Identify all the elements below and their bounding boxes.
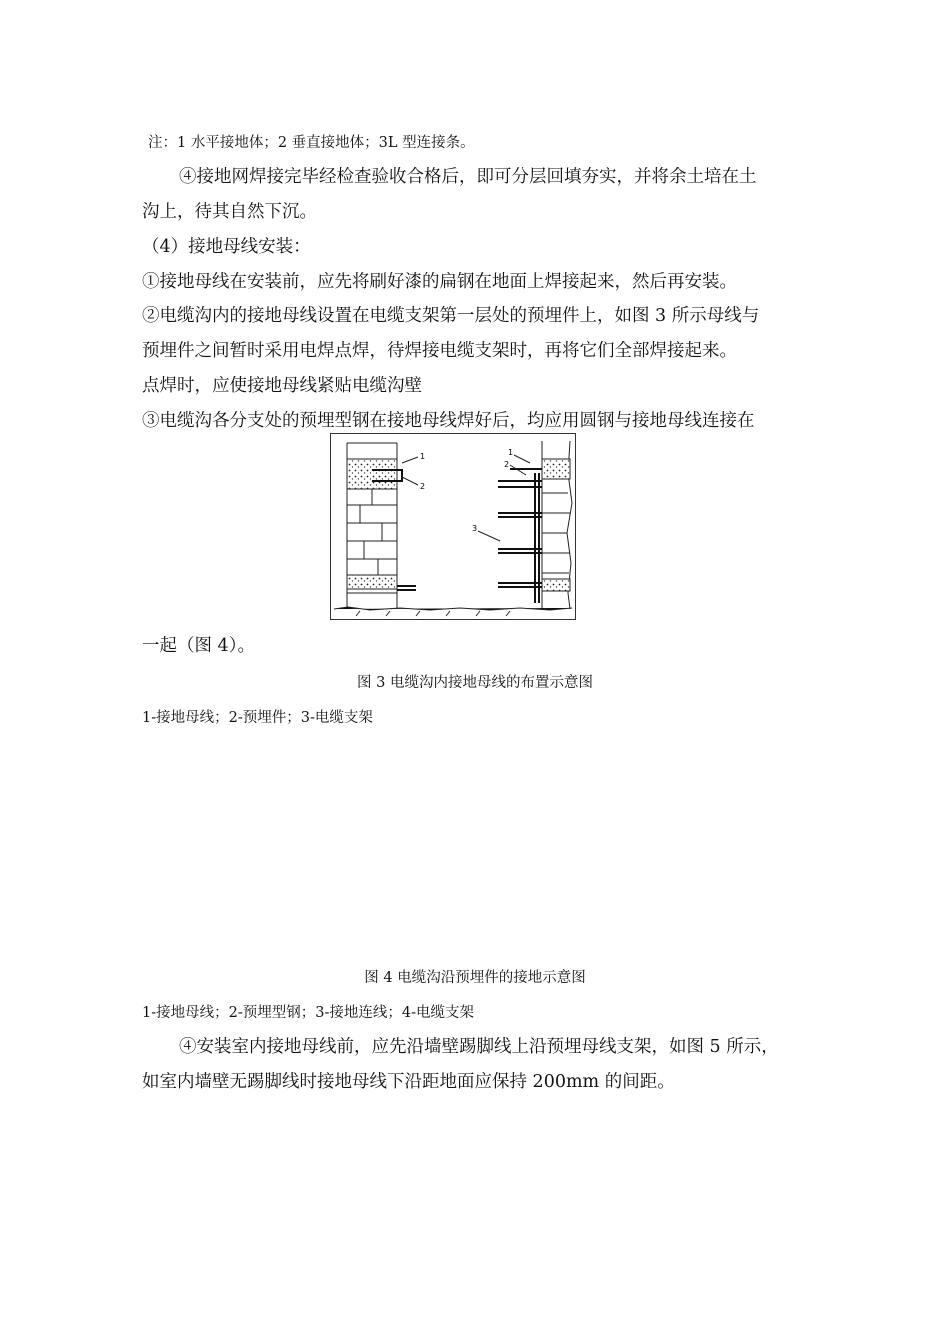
figure4-legend: 1-接地母线；2-预埋型钢；3-接地连线；4-电缆支架 bbox=[142, 1005, 474, 1021]
item-1: ①接地母线在安装前，应先将刷好漆的扁钢在地面上焊接起来，然后再安装。 bbox=[142, 272, 737, 292]
item-4-line2: 如室内墙壁无踢脚线时接地母线下沿距地面应保持 200mm 的间距。 bbox=[142, 1072, 675, 1092]
figure3-legend: 1-接地母线；2-预埋件；3-电缆支架 bbox=[142, 710, 373, 726]
figure3-svg bbox=[330, 433, 576, 620]
figure3-caption: 图 3 电缆沟内接地母线的布置示意图 bbox=[357, 675, 593, 691]
label-2b: 2 bbox=[504, 460, 510, 469]
paragraph-4-line2: 沟上，待其自然下沉。 bbox=[142, 202, 317, 222]
figure2-note: 注：1 水平接地体；2 垂直接地体；3L 型连接条。 bbox=[148, 135, 475, 151]
item-2-line2: 预埋件之间暂时采用电焊点焊，待焊接电缆支架时，再将它们全部焊接起来。 bbox=[142, 341, 737, 361]
label-1b: 1 bbox=[508, 448, 514, 457]
item-3-line1: ③电缆沟各分支处的预埋型钢在接地母线焊好后，均应用圆钢与接地母线连接在 bbox=[142, 411, 755, 431]
paragraph-4-line1: ④接地网焊接完毕经检查验收合格后，即可分层回填夯实，并将余土培在土 bbox=[179, 167, 757, 187]
label-2a: 2 bbox=[420, 482, 426, 491]
section-heading-4: （4）接地母线安装： bbox=[142, 237, 311, 257]
item-2-line3: 点焊时，应使接地母线紧贴电缆沟壁 bbox=[142, 376, 422, 396]
figure3-drawing bbox=[330, 433, 576, 620]
item-4-line1: ④安装室内接地母线前，应先沿墙壁踢脚线上沿预埋母线支架，如图 5 所示， bbox=[179, 1037, 779, 1057]
label-1a: 1 bbox=[420, 452, 426, 461]
label-3: 3 bbox=[472, 524, 478, 533]
figure4-caption: 图 4 电缆沟沿预埋件的接地示意图 bbox=[364, 970, 586, 986]
item-2-line1: ②电缆沟内的接地母线设置在电缆支架第一层处的预埋件上，如图 3 所示母线与 bbox=[142, 306, 760, 326]
item-3-line2: 一起（图 4）。 bbox=[142, 636, 255, 656]
